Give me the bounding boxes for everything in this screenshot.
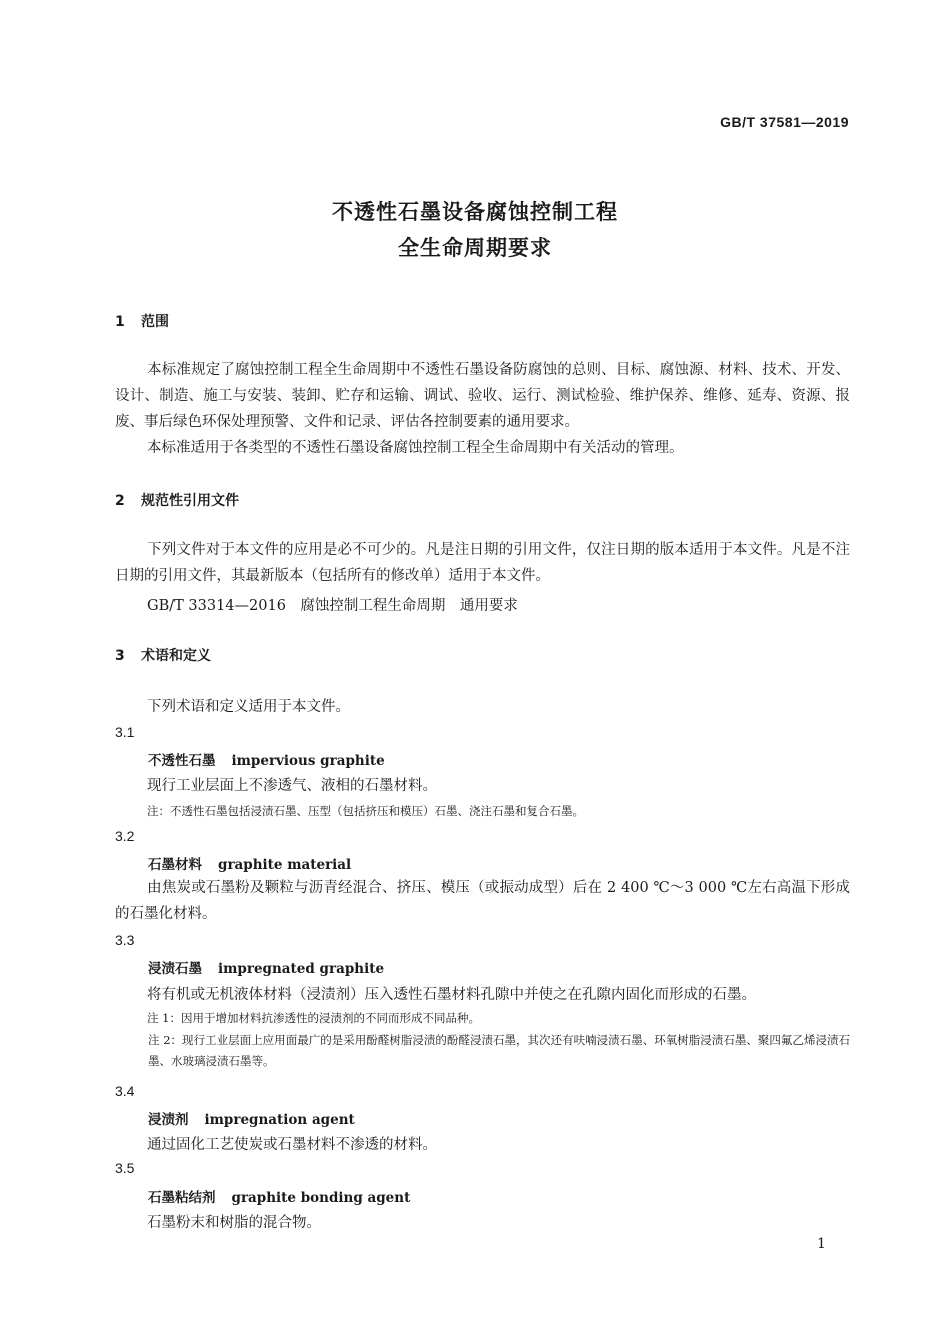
- document-title-line2: 全生命周期要求: [398, 236, 552, 260]
- section-number: 1: [115, 314, 125, 330]
- term-number: 3.5: [115, 1160, 135, 1176]
- term-heading: [148, 1108, 355, 1128]
- term-note-2: 注 2：现行工业层面上应用面最广的是采用酚醛树脂浸渍的酚醛浸渍石墨，其次还有呋喃浸渍石墨、环氧树脂浸渍石墨、聚四氟乙烯浸渍石墨、水玻璃浸渍石墨等。: [148, 1033, 850, 1068]
- section-3-intro: 下列术语和定义适用于本文件。: [147, 699, 350, 715]
- term-cn: 浸渍石墨: [148, 961, 202, 977]
- term-number: 3.3: [115, 932, 135, 948]
- section-1-paragraph-1: 本标准规定了腐蚀控制工程全生命周期中不透性石墨设备防腐蚀的总则、目标、腐蚀源、材料、技术、开发、设计、制造、施工与安装、装卸、贮存和运输、调试、验收、运行、测试检验、维护保养、维修、延寿、资源、报废、事后绿色环保处理预警、文件和记录、评估各控制要素的通用要求。: [115, 362, 850, 430]
- term-heading: [148, 957, 384, 977]
- term-definition: 由焦炭或石墨粉及颗粒与沥青经混合、挤压、模压（或振动成型）后在 2 400 ℃～3 000 ℃左右高温下形成的石墨化材料。: [115, 880, 850, 922]
- section-number: 3: [115, 648, 125, 664]
- term-number: 3.4: [115, 1083, 135, 1099]
- section-2-heading: [115, 490, 239, 510]
- term-number: 3.2: [115, 828, 135, 844]
- term-cn: 浸渍剂: [148, 1112, 189, 1128]
- section-title: 规范性引用文件: [141, 493, 239, 509]
- section-title: 术语和定义: [141, 648, 211, 664]
- term-definition: 通过固化工艺使炭或石墨材料不渗透的材料。: [147, 1137, 437, 1153]
- term-en: impervious graphite: [231, 753, 385, 769]
- term-heading: [148, 749, 385, 769]
- term-note: 注：不透性石墨包括浸渍石墨、压型（包括挤压和模压）石墨、浇注石墨和复合石墨。: [147, 804, 584, 818]
- term-en: graphite material: [218, 857, 352, 873]
- term-definition: 石墨粉末和树脂的混合物。: [147, 1215, 321, 1231]
- note-label: 注 2：: [148, 1033, 183, 1047]
- page-number: 1: [817, 1236, 826, 1252]
- term-en: impregnation agent: [204, 1112, 355, 1128]
- term-heading: [148, 1186, 410, 1206]
- term-en: graphite bonding agent: [231, 1190, 411, 1206]
- standard-number: GB/T 37581—2019: [720, 114, 849, 130]
- section-title: 范围: [141, 314, 169, 330]
- term-cn: 石墨材料: [148, 857, 202, 873]
- term-en: impregnated graphite: [218, 961, 385, 977]
- term-note-1: 注 1：因用于增加材料抗渗透性的浸渍剂的不同而形成不同品种。: [147, 1011, 480, 1025]
- section-2-paragraph-1: 下列文件对于本文件的应用是必不可少的。凡是注日期的引用文件，仅注日期的版本适用于本文件。凡是不注日期的引用文件，其最新版本（包括所有的修改单）适用于本文件。: [115, 542, 850, 584]
- document-title-line1: 不透性石墨设备腐蚀控制工程: [332, 200, 618, 224]
- section-1-heading: [115, 311, 169, 331]
- term-heading: [148, 853, 351, 873]
- term-cn: 石墨粘结剂: [148, 1190, 216, 1206]
- term-cn: 不透性石墨: [148, 753, 216, 769]
- term-number: 3.1: [115, 724, 135, 740]
- section-number: 2: [115, 493, 125, 509]
- normative-reference: GB/T 33314—2016 腐蚀控制工程生命周期 通用要求: [147, 598, 518, 614]
- term-definition: 将有机或无机液体材料（浸渍剂）压入透性石墨材料孔隙中并使之在孔隙内固化而形成的石墨。: [147, 987, 756, 1003]
- section-1-paragraph-2: 本标准适用于各类型的不透性石墨设备腐蚀控制工程全生命周期中有关活动的管理。: [147, 440, 684, 456]
- term-definition: 现行工业层面上不渗透气、液相的石墨材料。: [147, 778, 437, 794]
- section-3-heading: [115, 645, 211, 665]
